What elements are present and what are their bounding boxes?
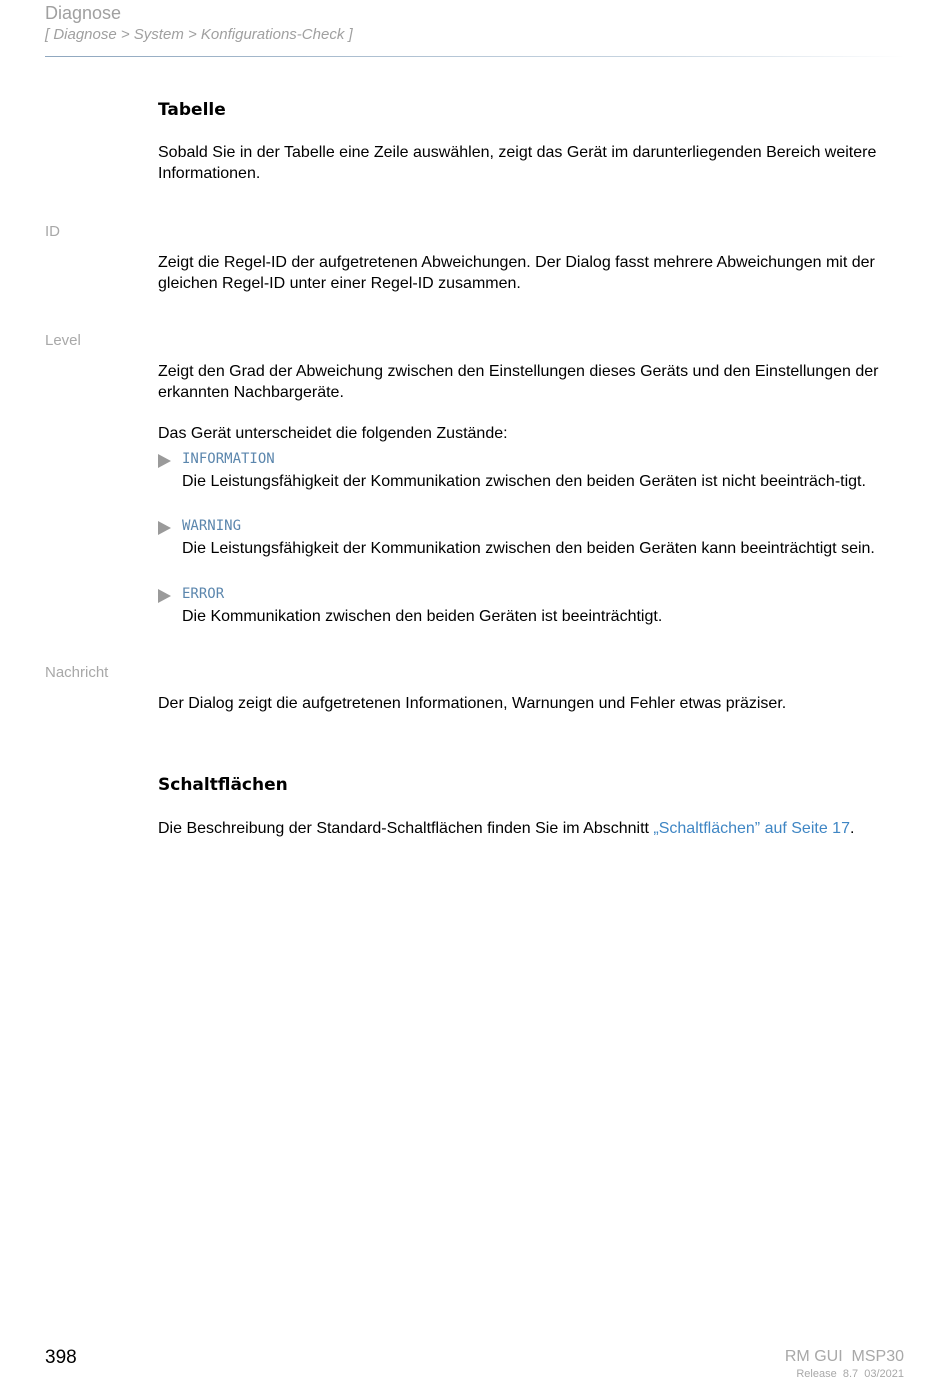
header-divider xyxy=(45,56,905,57)
triangle-bullet-icon xyxy=(158,454,171,468)
state-name-information: INFORMATION xyxy=(182,451,275,467)
section-heading-schaltflaechen: Schaltflächen xyxy=(158,775,288,795)
state-desc-information: Die Leistungsfähigkeit der Kommunikation zwischen den beiden Geräten ist nicht beeinträch-tigt. xyxy=(182,473,866,490)
section-heading-tabelle: Tabelle xyxy=(158,100,226,120)
triangle-bullet-icon xyxy=(158,521,171,535)
state-desc-warning: Die Leistungsfähigkeit der Kommunikation zwischen den beiden Geräten kann beeinträchtigt sein. xyxy=(182,540,875,557)
schaltflaechen-text-before: Die Beschreibung der Standard-Schaltflächen finden Sie im Abschnitt xyxy=(158,820,654,837)
state-desc-error: Die Kommunikation zwischen den beiden Geräten ist beeinträchtigt. xyxy=(182,608,663,625)
level-description: Zeigt den Grad der Abweichung zwischen den Einstellungen dieses Geräts und den Einstellungen der erkannten Nachbargeräte. xyxy=(158,363,879,401)
schaltflaechen-cross-reference-link[interactable]: „Schaltflächen” auf Seite 17 xyxy=(653,820,850,837)
triangle-bullet-icon xyxy=(158,589,171,603)
tabelle-description: Sobald Sie in der Tabelle eine Zeile auswählen, zeigt das Gerät im darunterliegenden Bereich weitere Informationen. xyxy=(158,144,877,182)
margin-label-level: Level xyxy=(45,332,81,349)
state-name-error: ERROR xyxy=(182,586,225,602)
schaltflaechen-description xyxy=(158,818,908,839)
footer-product: RM GUI MSP30 xyxy=(784,1348,904,1365)
header-title: Diagnose xyxy=(45,3,122,23)
id-description: Zeigt die Regel-ID der aufgetretenen Abweichungen. Der Dialog fasst mehrere Abweichungen mit der gleichen Regel-ID unter einer Regel-ID zusammen. xyxy=(158,254,875,292)
schaltflaechen-text-after: . xyxy=(849,820,855,837)
state-name-warning: WARNING xyxy=(182,518,242,534)
margin-label-id: ID xyxy=(45,223,60,240)
page-number: 398 xyxy=(45,1347,77,1368)
header-breadcrumb: [ Diagnose > System > Konfigurations-Check ] xyxy=(45,26,353,43)
margin-label-nachricht: Nachricht xyxy=(45,664,109,681)
level-intro: Das Gerät unterscheidet die folgenden Zustände: xyxy=(158,425,508,442)
footer-release: Release 8.7 03/2021 xyxy=(796,1368,904,1380)
nachricht-description: Der Dialog zeigt die aufgetretenen Informationen, Warnungen und Fehler etwas präziser. xyxy=(158,695,787,712)
